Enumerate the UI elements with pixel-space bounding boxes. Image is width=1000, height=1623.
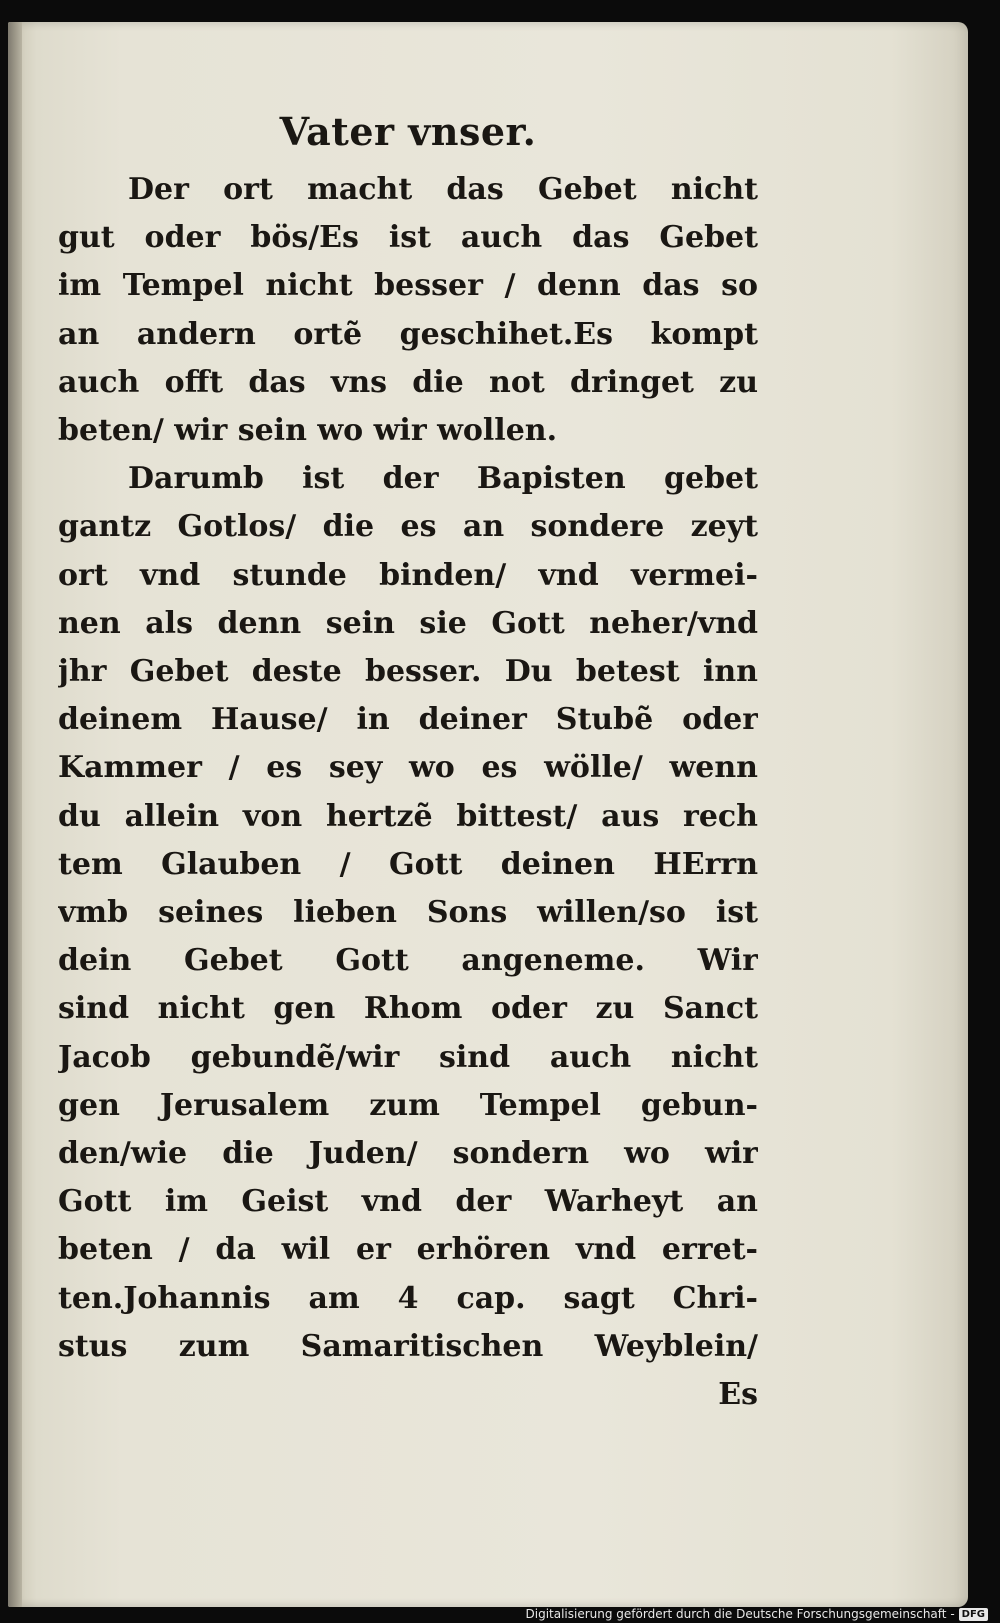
text-line: stus zum Samaritischen Weyblein/ — [58, 1328, 758, 1364]
text-line: den/wie die Juden/ sondern wo wir — [58, 1136, 758, 1172]
text-line: gen Jerusalem zum Tempel gebun- — [58, 1087, 758, 1123]
text-line: im Tempel nicht besser / denn das so — [58, 268, 758, 304]
text-line: sind nicht gen Rhom oder zu Sanct — [58, 991, 758, 1027]
text-line: tem Glauben / Gott deinen HErrn — [58, 846, 758, 882]
text-line: auch offt das vns die not dringet zu — [58, 364, 758, 400]
catchword: Es — [718, 1377, 758, 1413]
credit-text: Digitalisierung gefördert durch die Deutsche Forschungsgemeinschaft - — [525, 1607, 955, 1621]
digitization-credit — [526, 1607, 989, 1621]
text-line: Gott im Geist vnd der Warheyt an — [58, 1184, 758, 1220]
text-line: gantz Gotlos/ die es an sondere zeyt — [58, 509, 758, 545]
text-line: beten/ wir sein wo wir wollen. — [58, 413, 558, 449]
dfg-logo: DFG — [959, 1608, 988, 1621]
text-line: beten / da wil er erhören vnd erret- — [58, 1232, 758, 1268]
text-block — [58, 102, 758, 1419]
text-line: gut oder bös/Es ist auch das Gebet — [58, 220, 758, 256]
text-line: ten.Johannis am 4 cap. sagt Chri- — [58, 1280, 758, 1316]
text-line: ort vnd stunde binden/ vnd vermei- — [58, 557, 758, 593]
text-line: Darumb ist der Bapisten gebet — [128, 461, 758, 497]
text-line: nen als denn sein sie Gott neher/vnd — [58, 605, 758, 641]
text-line: an andern ortẽ geschihet.Es kompt — [58, 316, 758, 352]
text-line: jhr Gebet deste besser. Du betest inn — [58, 654, 758, 690]
page-gutter — [8, 22, 22, 1607]
book-page — [8, 22, 968, 1607]
text-line: deinem Hause/ in deiner Stubẽ oder — [58, 702, 758, 738]
text-line: vmb seines lieben Sons willen/so ist — [58, 895, 758, 931]
text-line: Der ort macht das Gebet nicht — [128, 172, 758, 207]
body-text — [58, 166, 758, 1371]
text-line: dein Gebet Gott angeneme. Wir — [58, 943, 758, 979]
text-line: du allein von hertzẽ bittest/ aus rech — [58, 798, 758, 834]
running-title: Vater vnser. — [279, 109, 537, 154]
text-line: Kammer / es sey wo es wölle/ wenn — [58, 750, 758, 786]
text-line: Jacob gebundẽ/wir sind auch nicht — [58, 1039, 758, 1075]
